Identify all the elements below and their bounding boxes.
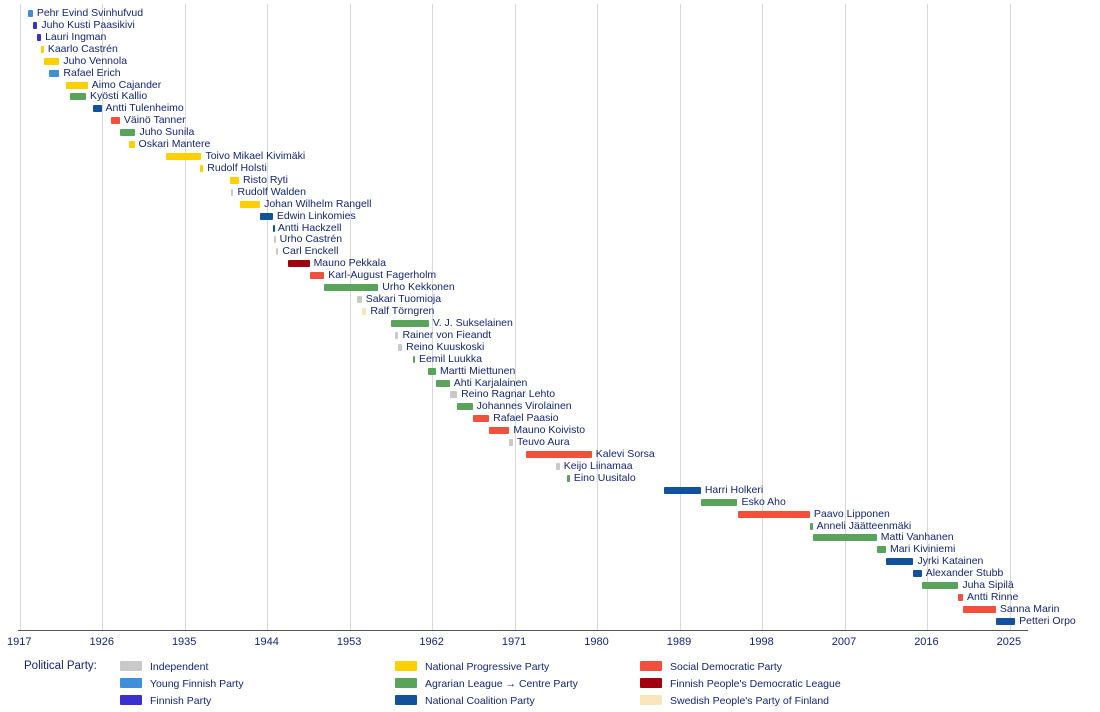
gantt-bar-label: Antti Tulenheimo xyxy=(105,102,184,115)
gantt-bar[interactable] xyxy=(556,463,560,470)
gantt-bar-label: Keijo Liinamaa xyxy=(563,459,633,472)
legend-label[interactable]: Agrarian League → Centre Party xyxy=(425,678,578,690)
gantt-bar[interactable] xyxy=(398,344,402,351)
gantt-bar-label: V. J. Sukselainen xyxy=(432,316,513,329)
gantt-bar-label: Urho Castrén xyxy=(279,233,343,246)
gantt-bar[interactable] xyxy=(276,248,279,255)
gantt-bar[interactable] xyxy=(810,523,813,530)
legend-label[interactable]: Finnish Party xyxy=(150,695,212,707)
gantt-bar-label: Carl Enckell xyxy=(282,245,339,258)
gridline xyxy=(1010,4,1011,630)
gantt-bar-label: Reino Ragnar Lehto xyxy=(461,388,556,401)
gantt-bar-label: Paavo Lipponen xyxy=(813,507,890,520)
gantt-bar-label: Aimo Cajander xyxy=(91,78,162,91)
gantt-bar[interactable] xyxy=(450,391,457,398)
legend-label[interactable]: Social Democratic Party xyxy=(670,661,783,673)
gantt-bar[interactable] xyxy=(324,284,378,291)
x-tick-label: 2007 xyxy=(831,636,857,648)
gantt-bar[interactable] xyxy=(166,153,202,160)
gantt-bar[interactable] xyxy=(274,236,276,243)
gantt-bar-label: Petteri Orpo xyxy=(1019,614,1076,627)
legend-swatch xyxy=(640,678,662,688)
gantt-bar[interactable] xyxy=(41,46,44,53)
legend-swatch xyxy=(395,695,417,705)
x-tick-label: 1926 xyxy=(89,636,114,648)
gantt-bar-label: Rudolf Holsti xyxy=(207,161,267,174)
gantt-bar[interactable] xyxy=(509,439,513,446)
x-tick-label: 1971 xyxy=(501,636,527,648)
gantt-bar[interactable] xyxy=(457,403,473,410)
gantt-bar-label: Urho Kekkonen xyxy=(382,281,455,294)
gantt-bar-label: Sanna Marin xyxy=(999,603,1060,615)
gantt-bar-label: Johan Wilhelm Rangell xyxy=(264,197,372,210)
gantt-bar-label: Lauri Ingman xyxy=(45,30,107,43)
gantt-bar-label: Antti Hackzell xyxy=(277,221,342,234)
gantt-bar-label: Antti Rinne xyxy=(966,591,1019,604)
gantt-bar[interactable] xyxy=(738,511,810,518)
gantt-bar[interactable] xyxy=(362,308,367,315)
gantt-bar[interactable] xyxy=(120,129,136,136)
legend-swatch xyxy=(120,695,142,705)
gantt-bar-label: Rafael Erich xyxy=(63,66,121,79)
gantt-bar-label: Anneli Jäätteenmäki xyxy=(816,519,912,532)
gantt-bar-label: Esko Aho xyxy=(741,495,786,508)
gantt-bar-label: Juha Sipilä xyxy=(962,579,1014,592)
gantt-bar-label: Martti Miettunen xyxy=(440,364,516,377)
gantt-bar-label: Juho Sunila xyxy=(139,126,195,139)
gantt-bar[interactable] xyxy=(93,105,101,112)
gantt-bar[interactable] xyxy=(240,201,260,208)
gantt-bar-label: Kalevi Sorsa xyxy=(595,448,655,461)
gantt-bar[interactable] xyxy=(44,58,60,65)
x-tick-label: 2025 xyxy=(996,636,1022,648)
gantt-bar[interactable] xyxy=(473,415,489,422)
gantt-bar[interactable] xyxy=(111,117,120,124)
gantt-bar[interactable] xyxy=(260,213,273,220)
gridline xyxy=(597,4,598,630)
gantt-bar[interactable] xyxy=(395,332,399,339)
gantt-bar[interactable] xyxy=(33,22,38,29)
gantt-bar[interactable] xyxy=(28,10,33,17)
gantt-bar-label: Ahti Karjalainen xyxy=(453,376,528,389)
gantt-bar-label: Jyrki Katainen xyxy=(917,555,984,568)
gantt-bar-label: Johannes Virolainen xyxy=(476,400,572,413)
gridline xyxy=(20,4,21,630)
legend-swatch xyxy=(395,678,417,688)
gantt-bar[interactable] xyxy=(200,165,204,172)
x-tick-label: 1980 xyxy=(584,636,609,648)
gantt-bar-label: Harri Holkeri xyxy=(704,483,764,496)
gantt-bar-label: Alexander Stubb xyxy=(925,567,1004,580)
gantt-bar[interactable] xyxy=(49,70,59,77)
gridline xyxy=(680,4,681,630)
x-tick-label: 1917 xyxy=(7,636,32,648)
gantt-bar-label: Rainer von Fieandt xyxy=(402,328,492,341)
legend-label[interactable]: Young Finnish Party xyxy=(150,678,244,690)
legend-title: Political Party: xyxy=(24,660,97,672)
gantt-bar[interactable] xyxy=(526,451,592,458)
gantt-bar-label: Rafael Paasio xyxy=(493,412,559,425)
x-tick-label: 1989 xyxy=(666,636,692,648)
x-tick-label: 1944 xyxy=(254,636,279,648)
gantt-bar[interactable] xyxy=(877,546,886,553)
x-axis xyxy=(18,630,1028,631)
gantt-bar-label: Mari Kiviniemi xyxy=(889,543,956,556)
gantt-bar-label: Ralf Törngren xyxy=(370,305,435,317)
gantt-bar[interactable] xyxy=(357,296,362,303)
gantt-bar[interactable] xyxy=(66,82,88,89)
legend-label[interactable]: National Coalition Party xyxy=(425,695,535,707)
legend-swatch xyxy=(120,661,142,671)
gantt-bar-label: Risto Ryti xyxy=(243,173,288,186)
gantt-bar-label: Mauno Pekkala xyxy=(313,257,386,270)
legend-swatch xyxy=(640,695,662,705)
gantt-bar[interactable] xyxy=(428,368,436,375)
gantt-bar-label: Edwin Linkomies xyxy=(276,209,356,222)
gantt-bar[interactable] xyxy=(567,475,570,482)
gantt-bar-label: Oskari Mantere xyxy=(138,138,211,151)
gantt-bar[interactable] xyxy=(230,177,239,184)
gantt-bar-label: Pehr Evind Svinhufvud xyxy=(36,7,144,19)
gantt-bar-label: Sakari Tuomioja xyxy=(365,293,442,306)
gantt-bar-label: Rudolf Walden xyxy=(237,185,306,198)
gantt-bar-label: Kaarlo Castrén xyxy=(47,42,118,55)
gantt-bar-label: Juho Vennola xyxy=(63,54,128,67)
gantt-bar[interactable] xyxy=(701,499,738,506)
gantt-bar[interactable] xyxy=(37,34,41,41)
gantt-bar-label: Juho Kusti Paasikivi xyxy=(41,18,135,31)
gantt-bar-label: Mauno Koivisto xyxy=(513,424,586,437)
gantt-bar[interactable] xyxy=(129,141,134,148)
gantt-bar-label: Matti Vanhanen xyxy=(880,531,954,544)
legend-label[interactable]: Swedish People's Party of Finland xyxy=(670,695,830,707)
x-tick-label: 1998 xyxy=(749,636,774,648)
x-tick-label: 1962 xyxy=(419,636,444,648)
x-tick-label: 1953 xyxy=(336,636,362,648)
gantt-bar[interactable] xyxy=(391,320,429,327)
gantt-bar-label: Kyösti Kallio xyxy=(89,90,148,103)
legend-label[interactable]: Finnish People's Democratic League xyxy=(670,678,841,690)
gantt-bar-label: Reino Kuuskoski xyxy=(406,340,485,353)
legend-label[interactable]: Independent xyxy=(150,661,209,673)
gridline xyxy=(350,4,351,630)
gantt-bar-label: Karl-August Fagerholm xyxy=(328,269,437,282)
gridline xyxy=(762,4,763,630)
gantt-bar[interactable] xyxy=(231,189,234,196)
legend-swatch xyxy=(120,678,142,688)
legend-swatch xyxy=(640,661,662,671)
gantt-bar-label: Väinö Tanner xyxy=(123,114,186,127)
gridline xyxy=(267,4,268,630)
gantt-bar-label: Toivo Mikael Kivimäki xyxy=(205,150,306,163)
gantt-bar[interactable] xyxy=(996,618,1015,625)
gantt-bar[interactable] xyxy=(963,606,996,613)
gantt-bar[interactable] xyxy=(886,558,913,565)
gantt-bar[interactable] xyxy=(958,594,963,601)
gantt-bar[interactable] xyxy=(310,272,325,279)
gantt-bar-label: Eemil Luukka xyxy=(418,352,482,365)
gantt-bar[interactable] xyxy=(70,93,86,100)
gantt-bar[interactable] xyxy=(489,427,509,434)
gantt-bar[interactable] xyxy=(913,570,921,577)
gantt-bar-label: Eino Uusitalo xyxy=(573,471,636,484)
x-tick-label: 2016 xyxy=(914,636,939,648)
gantt-bar[interactable] xyxy=(436,380,450,387)
gantt-bar[interactable] xyxy=(813,534,877,541)
gantt-bar-label: Teuvo Aura xyxy=(517,436,570,449)
gantt-bar[interactable] xyxy=(288,260,310,267)
gantt-bar[interactable] xyxy=(273,225,275,232)
legend-label[interactable]: National Progressive Party xyxy=(425,661,550,673)
gantt-bar[interactable] xyxy=(922,582,959,589)
x-tick-label: 1935 xyxy=(171,636,197,648)
gantt-bar[interactable] xyxy=(664,487,701,494)
legend-swatch xyxy=(395,661,417,671)
gantt-bar[interactable] xyxy=(413,356,415,363)
gridline xyxy=(185,4,186,630)
gridline xyxy=(515,4,516,630)
